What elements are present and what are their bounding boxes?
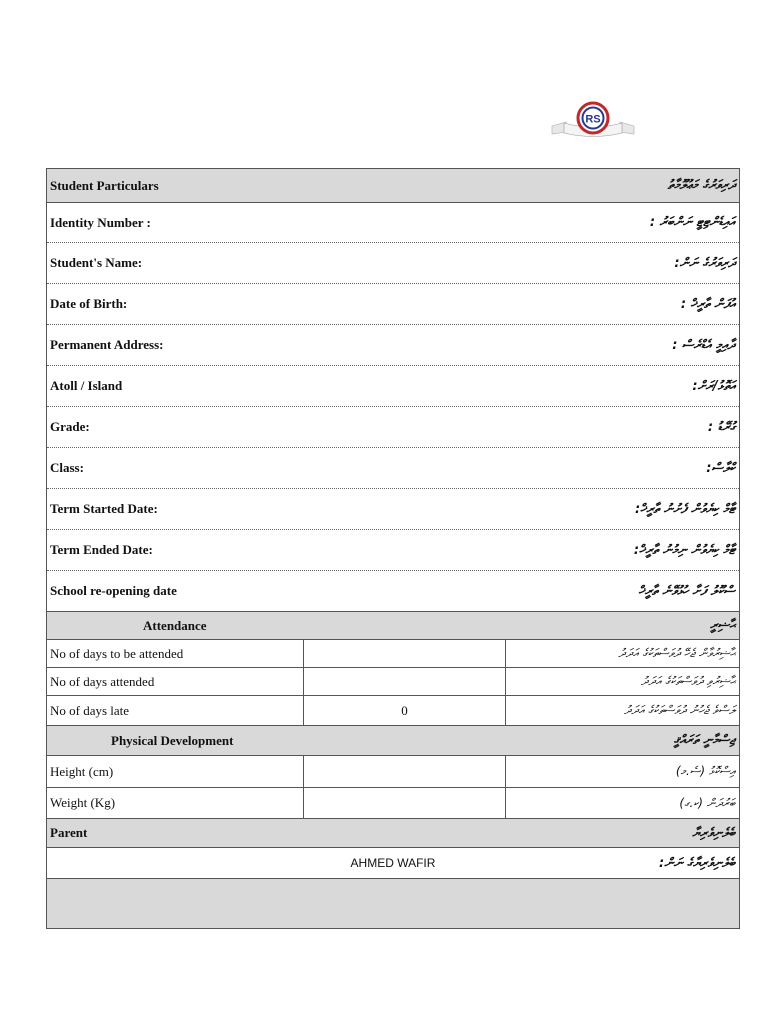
attendance-value[interactable]: [304, 668, 506, 695]
physical-label-dv: އިސްކޮޅު (ސެ.މ): [675, 764, 735, 778]
physical-value[interactable]: [304, 788, 506, 818]
row-label: Grade:: [50, 419, 90, 434]
physical-value[interactable]: [304, 756, 506, 787]
parent-name-value: AHMED WAFIR: [350, 856, 436, 870]
row-label: Identity Number :: [50, 214, 151, 230]
row-label-dv: ޓާމް ކިޔެވުން ނިމުނު ތާރީޚް:: [633, 542, 735, 558]
attendance-label: No of days late: [47, 696, 304, 725]
physical-development-title-dv: ޖިސްމާނީ ތަރައްޤީ: [673, 733, 735, 748]
physical-development-header: [47, 726, 739, 756]
row-label-dv: އުފަން ތާރީޚް :: [680, 296, 735, 312]
attendance-label-dv: ލަސްވެ ޖެހުނު ދުވަސްތަކުގެ އަދަދު: [624, 703, 735, 717]
term-ended-date-row[interactable]: [47, 530, 739, 571]
physical-label: Height (cm): [47, 756, 304, 787]
parent-title: Parent: [50, 825, 88, 840]
parent-name-label-dv: ބެލެނިވެރިޔާގެ ނަން:: [659, 855, 735, 871]
date-of-birth-row[interactable]: [47, 284, 739, 325]
term-started-date-row[interactable]: [47, 489, 739, 530]
row-label: Student Particulars: [50, 177, 159, 193]
row-label: Atoll / Island: [50, 378, 123, 393]
school-reopening-date-row[interactable]: [47, 571, 739, 612]
attendance-label: No of days attended: [47, 668, 304, 695]
row-label-dv: ކްލާސް:: [706, 460, 735, 476]
row-label: Class:: [50, 460, 84, 475]
row-label: Term Ended Date:: [50, 542, 153, 557]
row-label-dv: ސްކޫލު ފަށާ ހުޅުވޭނެ ތާރީޚް: [638, 583, 735, 599]
attendance-title-dv: ޙާޟިރީ: [710, 618, 735, 633]
attendance-header: [47, 612, 739, 640]
student-particulars-form: [46, 168, 740, 929]
row-label-dv: ދަރިވަރުގެ މަޢުލޫމާތު: [667, 178, 735, 193]
logo-letters: RS: [585, 113, 601, 126]
student-name-row[interactable]: [47, 243, 739, 284]
row-label: Term Started Date:: [50, 501, 158, 516]
height-row: [47, 756, 739, 788]
row-label-dv: އައިޑެންޓިޓީ ނަންބަރު :: [649, 215, 735, 230]
attendance-title: Attendance: [143, 617, 207, 633]
student-particulars-header: [47, 169, 739, 203]
attendance-row-to-be-attended: [47, 640, 739, 668]
attendance-value[interactable]: 0: [304, 696, 506, 725]
parent-header: [47, 819, 739, 848]
row-label: Student's Name:: [50, 255, 143, 270]
physical-development-title: Physical Development: [111, 732, 234, 748]
attendance-label-dv: ޙާޟިރުވި ދުވަސްތަކުގެ އަދަދު: [641, 674, 735, 688]
attendance-label: No of days to be attended: [47, 640, 304, 667]
row-label-dv: ދަރިވަރުގެ ނަން:: [674, 255, 735, 271]
atoll-island-row[interactable]: [47, 366, 739, 407]
row-label-dv: ގުރޭޑު :: [707, 419, 735, 435]
parent-signature-area[interactable]: [47, 879, 739, 928]
parent-name-row[interactable]: [47, 848, 739, 879]
physical-label-dv: ބަރުދަން (ކ.ގ): [679, 795, 735, 810]
school-logo: [550, 98, 636, 146]
attendance-label-dv: ޙާޟިރުވާން ޖެހޭ ދުވަސްތަކުގެ އަދަދު: [618, 646, 735, 660]
attendance-row-late: [47, 696, 739, 726]
physical-label: Weight (Kg): [47, 788, 304, 818]
grade-row[interactable]: [47, 407, 739, 448]
class-row[interactable]: [47, 448, 739, 489]
weight-row: [47, 788, 739, 819]
attendance-value[interactable]: [304, 640, 506, 667]
identity-number-row[interactable]: [47, 203, 739, 243]
row-label: Date of Birth:: [50, 296, 128, 311]
row-label: Permanent Address:: [50, 337, 164, 352]
row-label-dv: ދާއިމީ އެޑްރެސް :: [672, 337, 735, 353]
row-label-dv: އަތޮޅު/ރަށް:: [692, 378, 735, 394]
row-label: School re-opening date: [50, 583, 177, 598]
parent-title-dv: ބެލެނިވެރިޔާ: [692, 825, 735, 841]
row-label-dv: ޓާމް ކިޔެވުން ފެށުނު ތާރީޚް:: [634, 501, 735, 517]
attendance-row-attended: [47, 668, 739, 696]
permanent-address-row[interactable]: [47, 325, 739, 366]
